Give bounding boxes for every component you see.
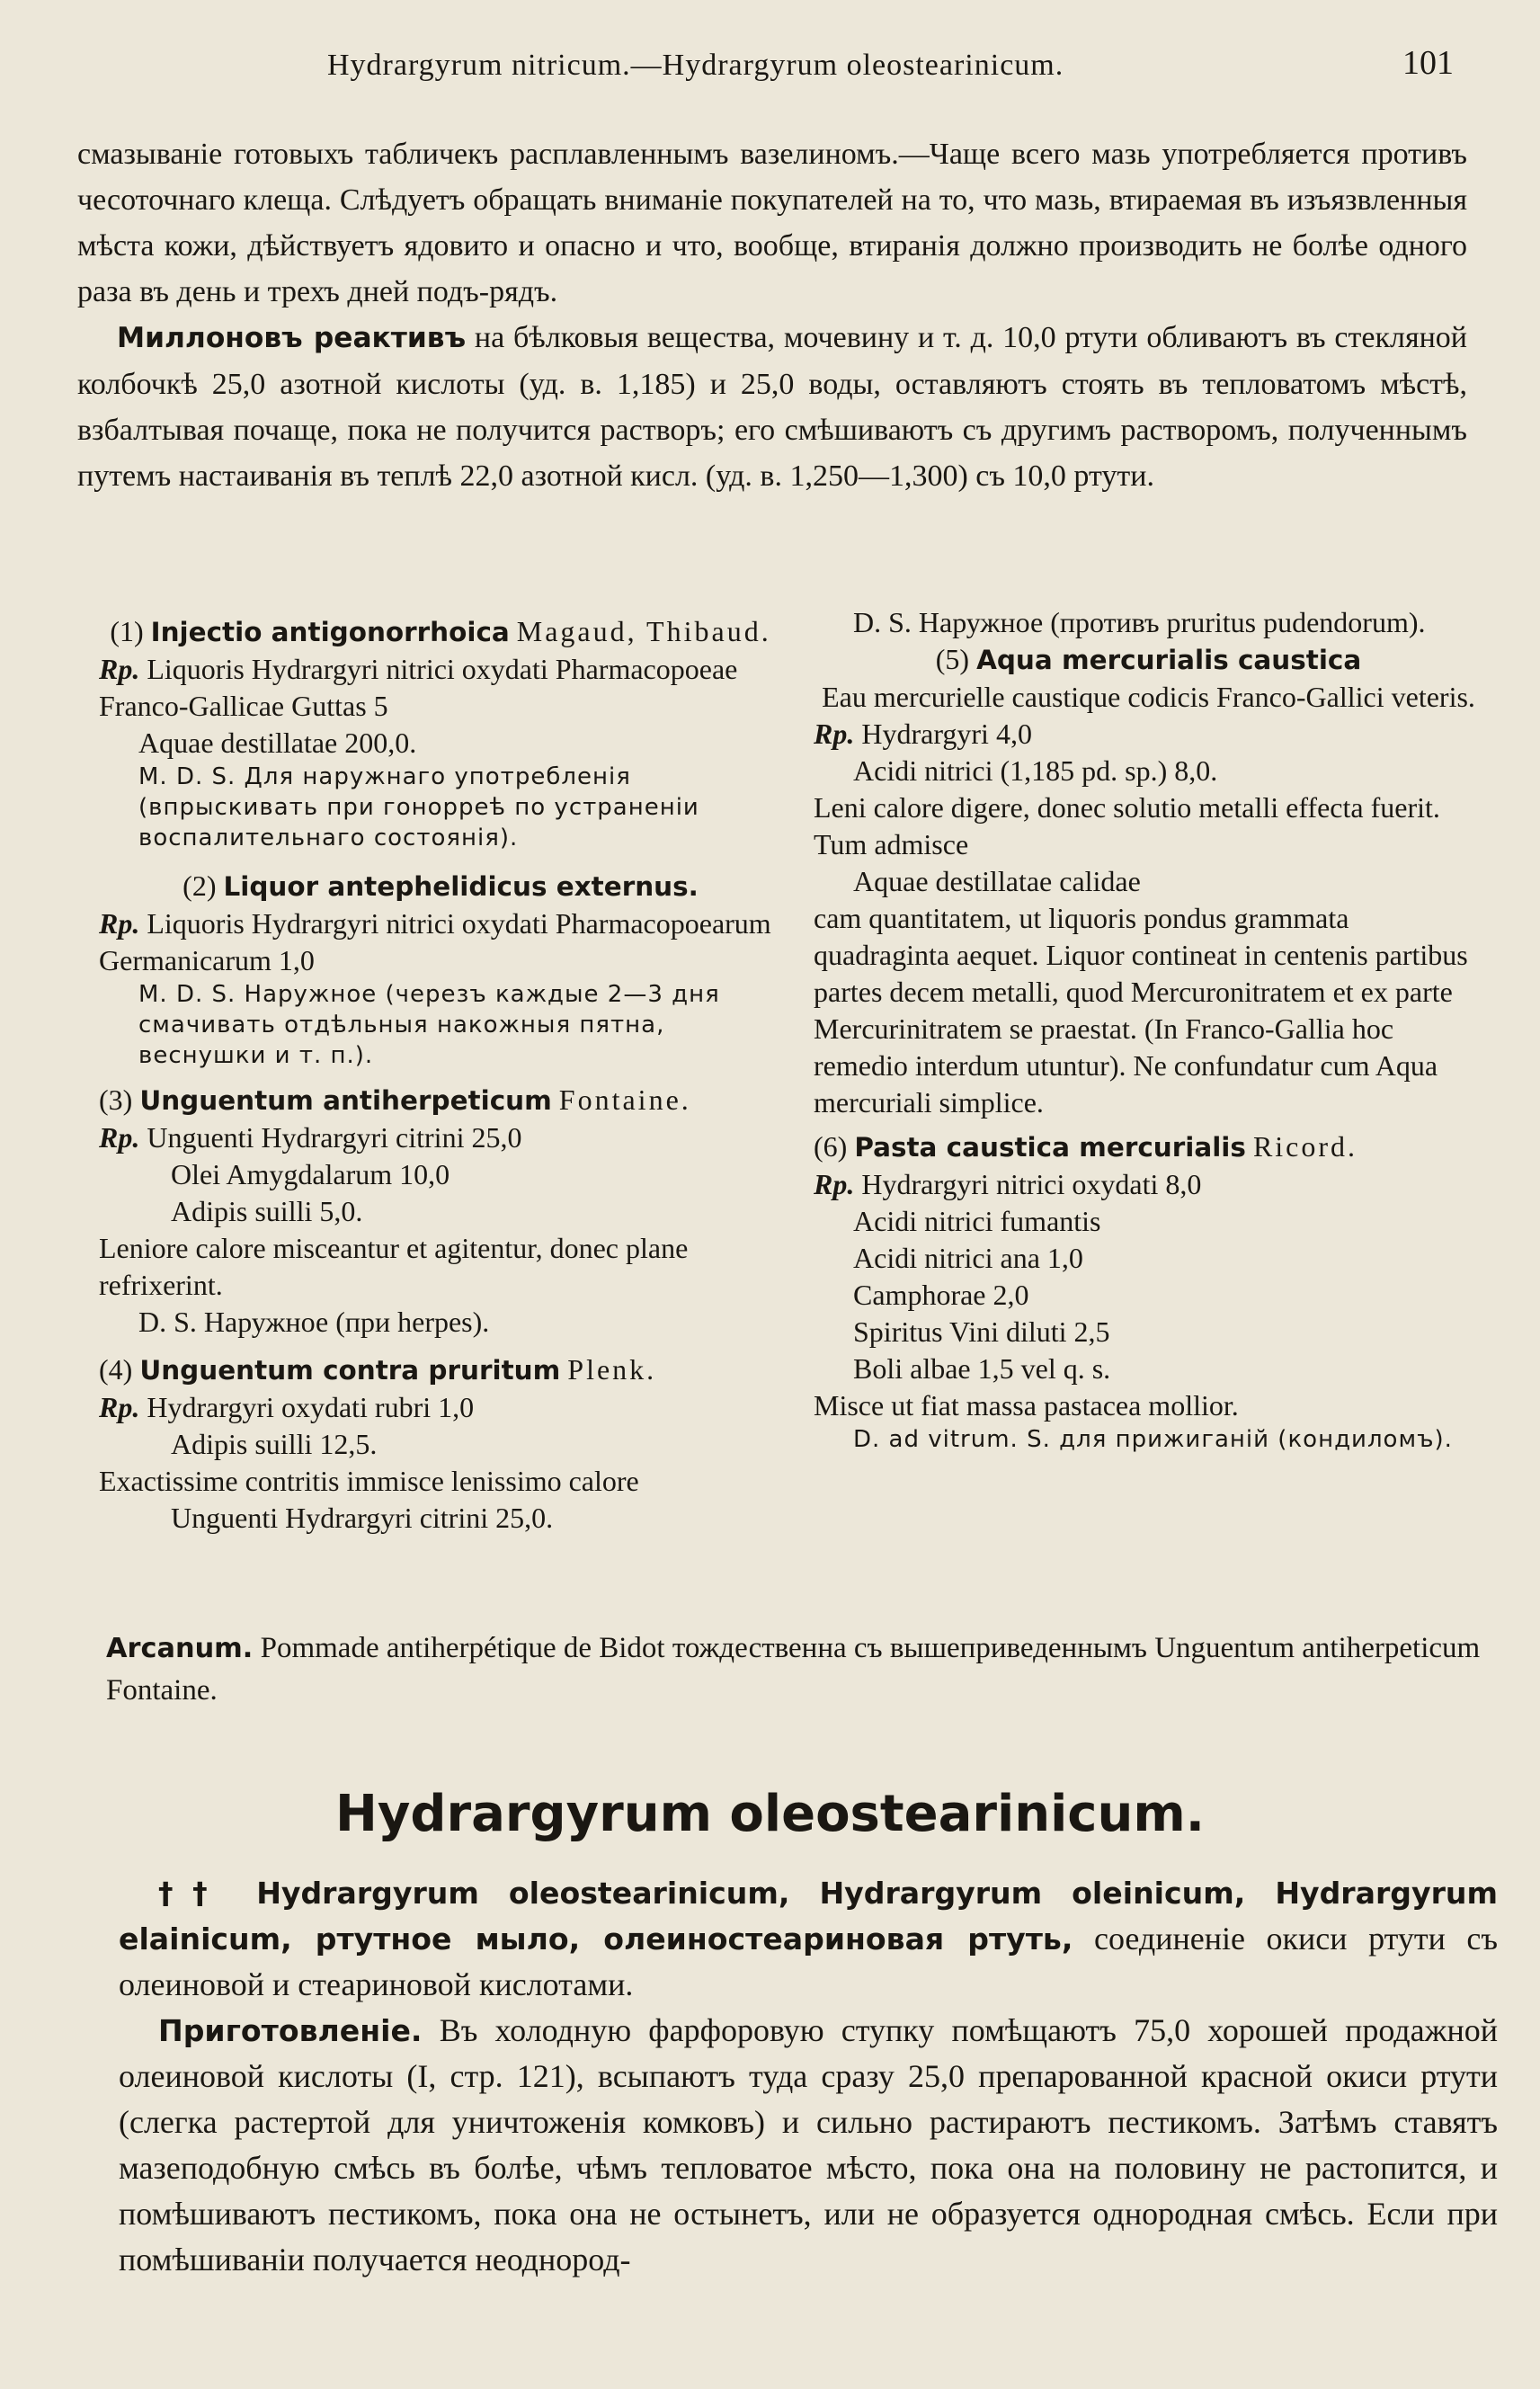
recipe-title: Unguentum antiherpeticum bbox=[139, 1085, 552, 1116]
running-header: Hydrargyrum nitricum.—Hydrargyrum oleostearinicum. bbox=[327, 49, 1064, 82]
recipe-5-heading bbox=[814, 641, 1483, 679]
recipe-5-line: Tum admisce bbox=[814, 828, 969, 860]
recipe-number: (6) bbox=[814, 1130, 848, 1163]
recipe-3-signature: D. S. Наружное (при herpes). bbox=[138, 1306, 490, 1338]
left-column bbox=[99, 613, 782, 1537]
recipe-1-signature: M. D. S. Для наружнаго употребленія (впрыскивать при гонорреѣ по устраненіи воспалительнаго состоянія). bbox=[138, 763, 699, 851]
ingredient: Hydrargyri 4,0 bbox=[861, 718, 1032, 750]
ingredient: Liquoris Hydrargyri nitrici oxydati Pharmacopoeae Franco-Gallicae Guttas 5 bbox=[99, 653, 738, 722]
section-paragraph-1 bbox=[119, 1870, 1498, 2008]
recipe-6-line: Spiritus Vini diluti 2,5 bbox=[853, 1315, 1110, 1348]
recipe-number: (3) bbox=[99, 1083, 133, 1116]
recipe-6-line bbox=[814, 1166, 1483, 1203]
section-body bbox=[119, 1870, 1498, 2283]
recipe-6-line: Acidi nitrici fumantis bbox=[853, 1205, 1101, 1237]
recipe-5-text: cam quantitatem, ut liquoris pondus grammata quadraginta aequet. Liquor contineat in centenis partibus partes decem metalli, quod Mercuronitratem et ex parte Mercurinitratem se praestat. (In Franco-Gallia hoc remedio interdum utuntur). Ne confundatur cum Aqua mercuriali simplice. bbox=[814, 902, 1468, 1119]
arcanum-label: Arcanum. bbox=[106, 1633, 254, 1664]
recipe-3-line: Olei Amygdalarum 10,0 bbox=[171, 1158, 450, 1190]
arcanum-text: Pommade antiherpétique de Bidot тождественна съ вышеприведеннымъ Unguentum antiherpeticum Fontaine. bbox=[106, 1632, 1481, 1707]
recipe-title: Unguentum contra pruritum bbox=[139, 1355, 561, 1386]
arcanum-note bbox=[106, 1627, 1491, 1711]
intro-text bbox=[77, 131, 1467, 499]
recipe-author: Magaud, Thibaud. bbox=[516, 615, 771, 647]
recipe-number: (5) bbox=[935, 643, 970, 675]
recipe-1-line: Aquae destillatae 200,0. bbox=[138, 727, 417, 759]
recipe-6-line: Camphorae 2,0 bbox=[853, 1279, 1029, 1311]
recipe-3-line bbox=[99, 1119, 782, 1156]
recipe-2-signature: M. D. S. Наружное (черезъ каждые 2—3 дня смачивать отдѣльныя накожныя пятна, веснушки и т. п.). bbox=[138, 981, 720, 1069]
millon-reagent-text: на бѣлковыя вещества, мочевину и т. д. 10,0 ртути обливаютъ въ стекляной колбочкѣ 25,0 азотной кислоты (уд. в. 1,185) и 25,0 воды, оставляютъ стоять въ тепловатомъ мѣстѣ, взбалтывая почаще, пока не получится растворъ; его смѣшиваютъ съ другимъ растворомъ, полученнымъ путемъ настаиванія въ теплѣ 22,0 азотной кисл. (уд. в. 1,250—1,300) съ 10,0 ртути. bbox=[77, 321, 1467, 493]
ingredient: Hydrargyri oxydati rubri 1,0 bbox=[147, 1391, 475, 1423]
rp-mark: Rp. bbox=[814, 1168, 855, 1200]
recipe-4-line: Exactissime contritis immisce lenissimo calore bbox=[99, 1465, 639, 1497]
section-synonyms: †† Hydrargyrum oleostearinicum, Hydrargyrum oleinicum, Hydrargyrum elainicum, ртутное мыло, олеиностеариновая ртуть, bbox=[119, 1876, 1498, 1957]
right-column bbox=[814, 604, 1483, 1455]
ingredient: Hydrargyri nitrici oxydati 8,0 bbox=[861, 1168, 1202, 1200]
preparation-text: Въ холодную фарфоровую ступку помѣщаютъ 75,0 хорошей продажной олеиновой кислоты (I, стр. 121), всыпаютъ туда сразу 25,0 препарованной красной окиси ртути (слегка растертой для уничтоженія комковъ) и сильно растираютъ пестикомъ. Затѣмъ ставятъ мазеподобную смѣсь въ болѣе, чѣмъ тепловатое мѣсто, пока она на половину не растопится, и помѣшиваютъ пестикомъ, пока она не остынетъ, или не образуется однородная смѣсь. Если при помѣшиваніи получается неоднород- bbox=[119, 2012, 1498, 2278]
recipe-4-line: Unguenti Hydrargyri citrini 25,0. bbox=[171, 1502, 554, 1534]
recipe-5-line: Acidi nitrici (1,185 pd. sp.) 8,0. bbox=[853, 754, 1218, 787]
recipe-5-line: Aquae destillatae calidae bbox=[853, 865, 1141, 897]
recipe-1-line bbox=[99, 651, 782, 725]
recipe-6-line: Boli albae 1,5 vel q. s. bbox=[853, 1352, 1111, 1385]
recipe-title: Aqua mercurialis caustica bbox=[976, 645, 1362, 675]
rp-mark: Rp. bbox=[99, 1121, 140, 1154]
recipe-6-line: Misce ut fiat massa pastacea mollior. bbox=[814, 1389, 1239, 1422]
intro-paragraph-2 bbox=[77, 315, 1467, 499]
recipe-3-line: Adipis suilli 5,0. bbox=[171, 1195, 363, 1227]
recipe-6-signature: D. ad vitrum. S. для прижиганій (кондиломъ). bbox=[853, 1426, 1453, 1453]
millon-reagent-heading: Миллоновъ реактивъ bbox=[117, 322, 467, 354]
recipe-3-line: Leniore calore misceantur et agitentur, donec plane refrixerint. bbox=[99, 1232, 689, 1301]
recipe-title: Injectio antigonorrhoica bbox=[150, 617, 510, 647]
intro-paragraph-1: смазываніе готовыхъ табличекъ расплавленнымъ вазелиномъ.—Чаще всего мазь употребляется противъ чесоточнаго клеща. Слѣдуетъ обращать вниманіе покупателей на то, что мазь, втираемая въ изъязвленныя мѣста кожи, дѣйствуетъ ядовито и опасно и что, вообще, втиранія должно производить не болѣе одного раза въ день и трехъ дней подъ-рядъ. bbox=[77, 138, 1467, 308]
recipe-author: Ricord. bbox=[1252, 1130, 1358, 1163]
recipe-2-line bbox=[99, 905, 782, 979]
recipe-title: Liquor antephelidicus externus. bbox=[223, 871, 699, 902]
recipe-3-heading bbox=[99, 1082, 782, 1119]
rp-mark: Rp. bbox=[99, 1391, 140, 1423]
recipe-1-heading bbox=[99, 613, 782, 651]
ingredient: Liquoris Hydrargyri nitrici oxydati Pharmacopoearum Germanicarum 1,0 bbox=[99, 907, 771, 976]
recipe-author: Plenk. bbox=[567, 1353, 657, 1386]
recipe-number: (1) bbox=[110, 615, 144, 647]
recipe-author: Fontaine. bbox=[558, 1083, 691, 1116]
recipe-4-signature: D. S. Наружное (противъ pruritus pudendorum). bbox=[853, 606, 1426, 638]
recipe-number: (2) bbox=[182, 869, 217, 902]
recipe-5-line bbox=[814, 716, 1483, 753]
section-definition: соединеніе окиси ртути съ олеиновой и стеариновой кислотами. bbox=[119, 1921, 1498, 2002]
recipe-5-line: Leni calore digere, donec solutio metalli effecta fuerit. bbox=[814, 791, 1440, 824]
ingredient: Unguenti Hydrargyri citrini 25,0 bbox=[147, 1121, 522, 1154]
recipe-4-line bbox=[99, 1389, 782, 1426]
preparation-heading: Приготовленіе. bbox=[158, 2013, 423, 2048]
rp-mark: Rp. bbox=[99, 653, 140, 685]
section-paragraph-2 bbox=[119, 2008, 1498, 2283]
page-number: 101 bbox=[1402, 44, 1454, 82]
recipe-4-line: Adipis suilli 12,5. bbox=[171, 1428, 378, 1460]
recipe-number: (4) bbox=[99, 1353, 133, 1386]
rp-mark: Rp. bbox=[814, 718, 855, 750]
recipe-5-subtitle: Eau mercurielle caustique codicis Franco-Gallici veteris. bbox=[822, 681, 1475, 713]
section-title: Hydrargyrum oleostearinicum. bbox=[335, 1785, 1205, 1843]
rp-mark: Rp. bbox=[99, 907, 140, 940]
recipe-title: Pasta caustica mercurialis bbox=[854, 1132, 1246, 1163]
recipe-6-heading bbox=[814, 1128, 1483, 1166]
recipe-2-heading bbox=[99, 868, 782, 905]
recipe-4-heading bbox=[99, 1351, 782, 1389]
recipe-6-line: Acidi nitrici ana 1,0 bbox=[853, 1242, 1083, 1274]
